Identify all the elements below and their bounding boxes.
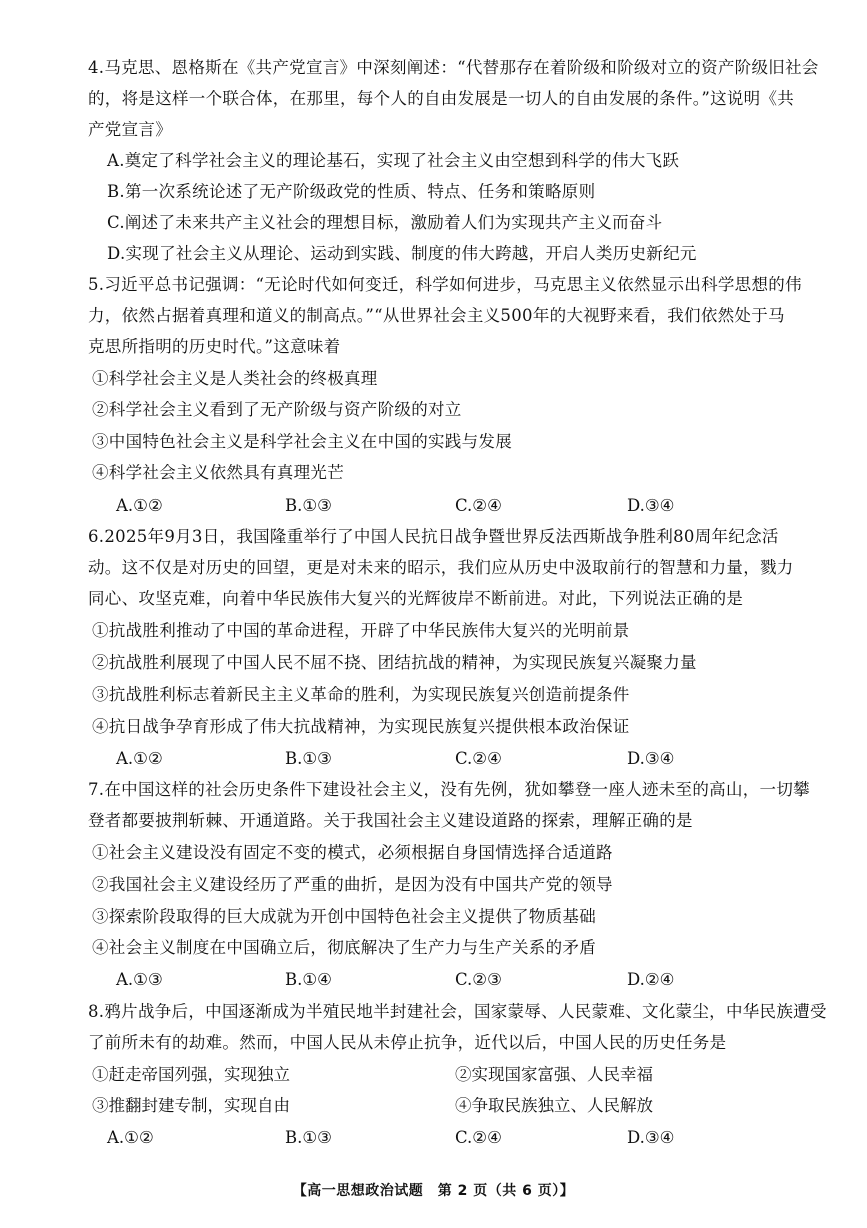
question-8-items-row-1 bbox=[0, 1065, 867, 1085]
question-7-line-1: 7.在中国这样的社会历史条件下建设社会主义，没有先例，犹如攀登一座人迹未至的高山，一切攀 bbox=[88, 780, 810, 799]
question-7-choice-c: C.②③ bbox=[455, 970, 502, 989]
question-4-option-c: C.阐述了未来共产主义社会的理想目标，激励着人们为实现共产主义而奋斗 bbox=[107, 213, 663, 232]
question-6-line-2: 动。这不仅是对历史的回望，更是对未来的昭示，我们应从历史中汲取前行的智慧和力量，戮力 bbox=[88, 558, 794, 577]
question-7-choice-d: D.②④ bbox=[627, 970, 675, 989]
question-7-line-2: 登者都要披荆斩棘、开通道路。关于我国社会主义建设道路的探索，理解正确的是 bbox=[88, 811, 693, 830]
question-5-choice-c: C.②④ bbox=[455, 496, 502, 515]
question-6-item-1: ①抗战胜利推动了中国的革命进程，开辟了中华民族伟大复兴的光明前景 bbox=[92, 621, 630, 640]
question-7-item-1: ①社会主义建设没有固定不变的模式，必须根据自身国情选择合适道路 bbox=[92, 843, 613, 862]
question-5-line-1: 5.习近平总书记强调：“无论时代如何变迁，科学如何进步，马克思主义依然显示出科学思想的伟 bbox=[88, 275, 802, 294]
question-8-choice-d: D.③④ bbox=[627, 1128, 675, 1147]
question-7-choices bbox=[0, 970, 867, 990]
question-8-choice-a: A.①② bbox=[107, 1128, 154, 1147]
question-4-line-3: 产党宣言》 bbox=[88, 120, 172, 139]
question-5-item-1: ①科学社会主义是人类社会的终极真理 bbox=[92, 369, 378, 388]
question-6-line-1: 6.2025年9月3日，我国隆重举行了中国人民抗日战争暨世界反法西斯战争胜利80周年纪念活 bbox=[88, 527, 779, 546]
question-5-item-4: ④科学社会主义依然具有真理光芒 bbox=[92, 463, 344, 482]
question-4-option-d: D.实现了社会主义从理论、运动到实践、制度的伟大跨越，开启人类历史新纪元 bbox=[107, 244, 697, 263]
question-6-item-2: ②抗战胜利展现了中国人民不屈不挠、团结抗战的精神，为实现民族复兴凝聚力量 bbox=[92, 653, 697, 672]
question-6-choice-b: B.①③ bbox=[285, 749, 332, 768]
question-8-item-3: ③推翻封建专制，实现自由 bbox=[92, 1096, 290, 1115]
question-8-line-2: 了前所未有的劫难。然而，中国人民从未停止抗争，近代以后，中国人民的历史任务是 bbox=[88, 1033, 727, 1052]
question-6-choices bbox=[0, 749, 867, 769]
question-8-items-row-2 bbox=[0, 1096, 867, 1116]
question-6-item-3: ③抗战胜利标志着新民主主义革命的胜利，为实现民族复兴创造前提条件 bbox=[92, 685, 630, 704]
question-6-line-3: 同心、攻坚克难，向着中华民族伟大复兴的光辉彼岸不断前进。对此，下列说法正确的是 bbox=[88, 589, 744, 608]
question-4-option-b: B.第一次系统论述了无产阶级政党的性质、特点、任务和策略原则 bbox=[107, 182, 596, 201]
question-6-choice-a: A.①② bbox=[116, 749, 163, 768]
question-7-item-4: ④社会主义制度在中国确立后，彻底解决了生产力与生产关系的矛盾 bbox=[92, 938, 596, 957]
question-7-choice-b: B.①④ bbox=[285, 970, 332, 989]
question-8-item-1: ①赶走帝国列强，实现独立 bbox=[92, 1065, 290, 1084]
question-4-line-2: 的，将是这样一个联合体，在那里，每个人的自由发展是一切人的自由发展的条件。”这说明《共 bbox=[88, 89, 795, 108]
question-8-choice-b: B.①③ bbox=[285, 1128, 332, 1147]
question-4-line-1: 4.马克思、恩格斯在《共产党宣言》中深刻阐述：“代替那存在着阶级和阶级对立的资产阶级旧社会 bbox=[88, 58, 819, 77]
question-5-choices bbox=[0, 496, 867, 516]
question-7-item-2: ②我国社会主义建设经历了严重的曲折，是因为没有中国共产党的领导 bbox=[92, 875, 613, 894]
question-5-choice-d: D.③④ bbox=[627, 496, 675, 515]
page-footer: 【高一思想政治试题 第 2 页（共 6 页）】 bbox=[292, 1183, 575, 1199]
question-8-choices bbox=[0, 1128, 867, 1148]
question-8-line-1: 8.鸦片战争后，中国逐渐成为半殖民地半封建社会，国家蒙辱、人民蒙难、文化蒙尘，中华民族遭受 bbox=[88, 1002, 827, 1021]
question-5-item-2: ②科学社会主义看到了无产阶级与资产阶级的对立 bbox=[92, 400, 462, 419]
question-8-choice-c: C.②④ bbox=[455, 1128, 502, 1147]
question-5-line-2: 力，依然占据着真理和道义的制高点。”“从世界社会主义500年的大视野来看，我们依然处于马 bbox=[88, 306, 785, 325]
question-6-choice-d: D.③④ bbox=[627, 749, 675, 768]
question-7-choice-a: A.①③ bbox=[116, 970, 163, 989]
question-8-item-2: ②实现国家富强、人民幸福 bbox=[455, 1065, 653, 1084]
question-5-line-3: 克思所指明的历史时代。”这意味着 bbox=[88, 337, 341, 356]
question-5-choice-a: A.①② bbox=[116, 496, 163, 515]
question-4-option-a: A.奠定了科学社会主义的理论基石，实现了社会主义由空想到科学的伟大飞跃 bbox=[107, 151, 680, 170]
question-7-item-3: ③探索阶段取得的巨大成就为开创中国特色社会主义提供了物质基础 bbox=[92, 907, 596, 926]
question-5-item-3: ③中国特色社会主义是科学社会主义在中国的实践与发展 bbox=[92, 432, 512, 451]
question-6-choice-c: C.②④ bbox=[455, 749, 502, 768]
question-6-item-4: ④抗日战争孕育形成了伟大抗战精神，为实现民族复兴提供根本政治保证 bbox=[92, 717, 630, 736]
question-8-item-4: ④争取民族独立、人民解放 bbox=[455, 1096, 653, 1115]
question-5-choice-b: B.①③ bbox=[285, 496, 332, 515]
